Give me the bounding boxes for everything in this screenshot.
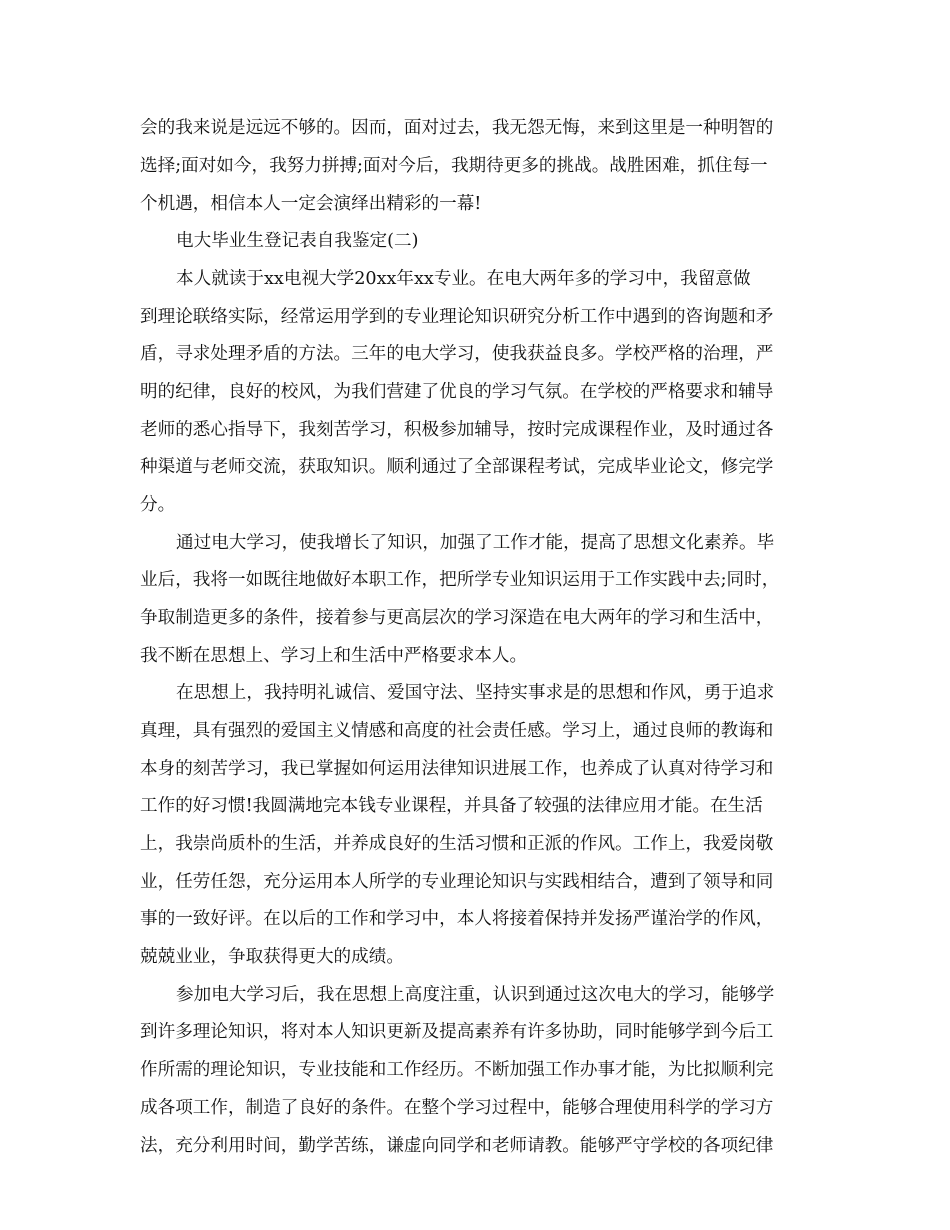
text-line: 作所需的理论知识，专业技能和工作经历。不断加强工作办事才能，为比拟顺利完 bbox=[140, 1060, 774, 1080]
text-line: 会的我来说是远远不够的。因而，面对过去，我无怨无悔，来到这里是一种明智的 bbox=[140, 118, 774, 138]
text-line: 本身的刻苦学习，我已掌握如何运用法律知识进展工作，也养成了认真对待学习和 bbox=[140, 759, 774, 779]
text-line: 法，充分利用时间，勤学苦练，谦虚向同学和老师请教。能够严守学校的各项纪律 bbox=[140, 1136, 774, 1156]
text-line: 通过电大学习，使我增长了知识，加强了工作才能，提高了思想文化素养。毕 bbox=[176, 533, 775, 553]
text-line: 在思想上，我持明礼诚信、爱国守法、坚持实事求是的思想和作风，勇于追求 bbox=[176, 683, 775, 703]
text-line: 到理论联络实际，经常运用学到的专业理论知识研究分析工作中遇到的咨询题和矛 bbox=[140, 307, 774, 327]
text-line: 本人就读于xx电视大学20xx年xx专业。在电大两年多的学习中，我留意做 bbox=[176, 269, 751, 289]
text-line: 事的一致好评。在以后的工作和学习中，本人将接着保持并发扬严谨治学的作风， bbox=[140, 909, 774, 929]
text-line: 上，我崇尚质朴的生活，并养成良好的生活习惯和正派的作风。工作上，我爱岗敬 bbox=[140, 834, 774, 854]
text-line: 选择;面对如今，我努力拼搏;面对今后，我期待更多的挑战。战胜困难，抓住每一 bbox=[140, 156, 768, 176]
section-heading: 电大毕业生登记表自我鉴定(二) bbox=[176, 231, 419, 251]
text-line: 业后，我将一如既往地做好本职工作，把所学专业知识运用于工作实践中去;同时， bbox=[140, 570, 780, 590]
text-line: 老师的悉心指导下，我刻苦学习，积极参加辅导，按时完成课程作业，及时通过各 bbox=[140, 420, 774, 440]
text-line: 个机遇，相信本人一定会演绎出精彩的一幕! bbox=[140, 194, 482, 214]
text-line: 盾，寻求处理矛盾的方法。三年的电大学习，使我获益良多。学校严格的治理，严 bbox=[140, 344, 774, 364]
text-line: 分。 bbox=[140, 495, 176, 515]
text-line: 种渠道与老师交流，获取知识。顺利通过了全部课程考试，完成毕业论文，修完学 bbox=[140, 457, 774, 477]
text-line: 到许多理论知识，将对本人知识更新及提高素养有许多协助，同时能够学到今后工 bbox=[140, 1022, 774, 1042]
text-line: 参加电大学习后，我在思想上高度注重，认识到通过这次电大的学习，能够学 bbox=[176, 985, 775, 1005]
text-line: 工作的好习惯!我圆满地完本钱专业课程，并具备了较强的法律应用才能。在生活 bbox=[140, 796, 763, 816]
text-line: 真理，具有强烈的爱国主义情感和高度的社会责任感。学习上，通过良师的教诲和 bbox=[140, 721, 774, 741]
text-line: 业，任劳任怨，充分运用本人所学的专业理论知识与实践相结合，遭到了领导和同 bbox=[140, 872, 774, 892]
text-line: 兢兢业业，争取获得更大的成绩。 bbox=[140, 947, 404, 967]
text-line: 明的纪律，良好的校风，为我们营建了优良的学习气氛。在学校的严格要求和辅导 bbox=[140, 382, 774, 402]
text-line: 我不断在思想上、学习上和生活中严格要求本人。 bbox=[140, 646, 528, 666]
text-line: 争取制造更多的条件，接着参与更高层次的学习深造在电大两年的学习和生活中， bbox=[140, 608, 774, 628]
text-line: 成各项工作，制造了良好的条件。在整个学习过程中，能够合理使用科学的学习方 bbox=[140, 1098, 774, 1118]
